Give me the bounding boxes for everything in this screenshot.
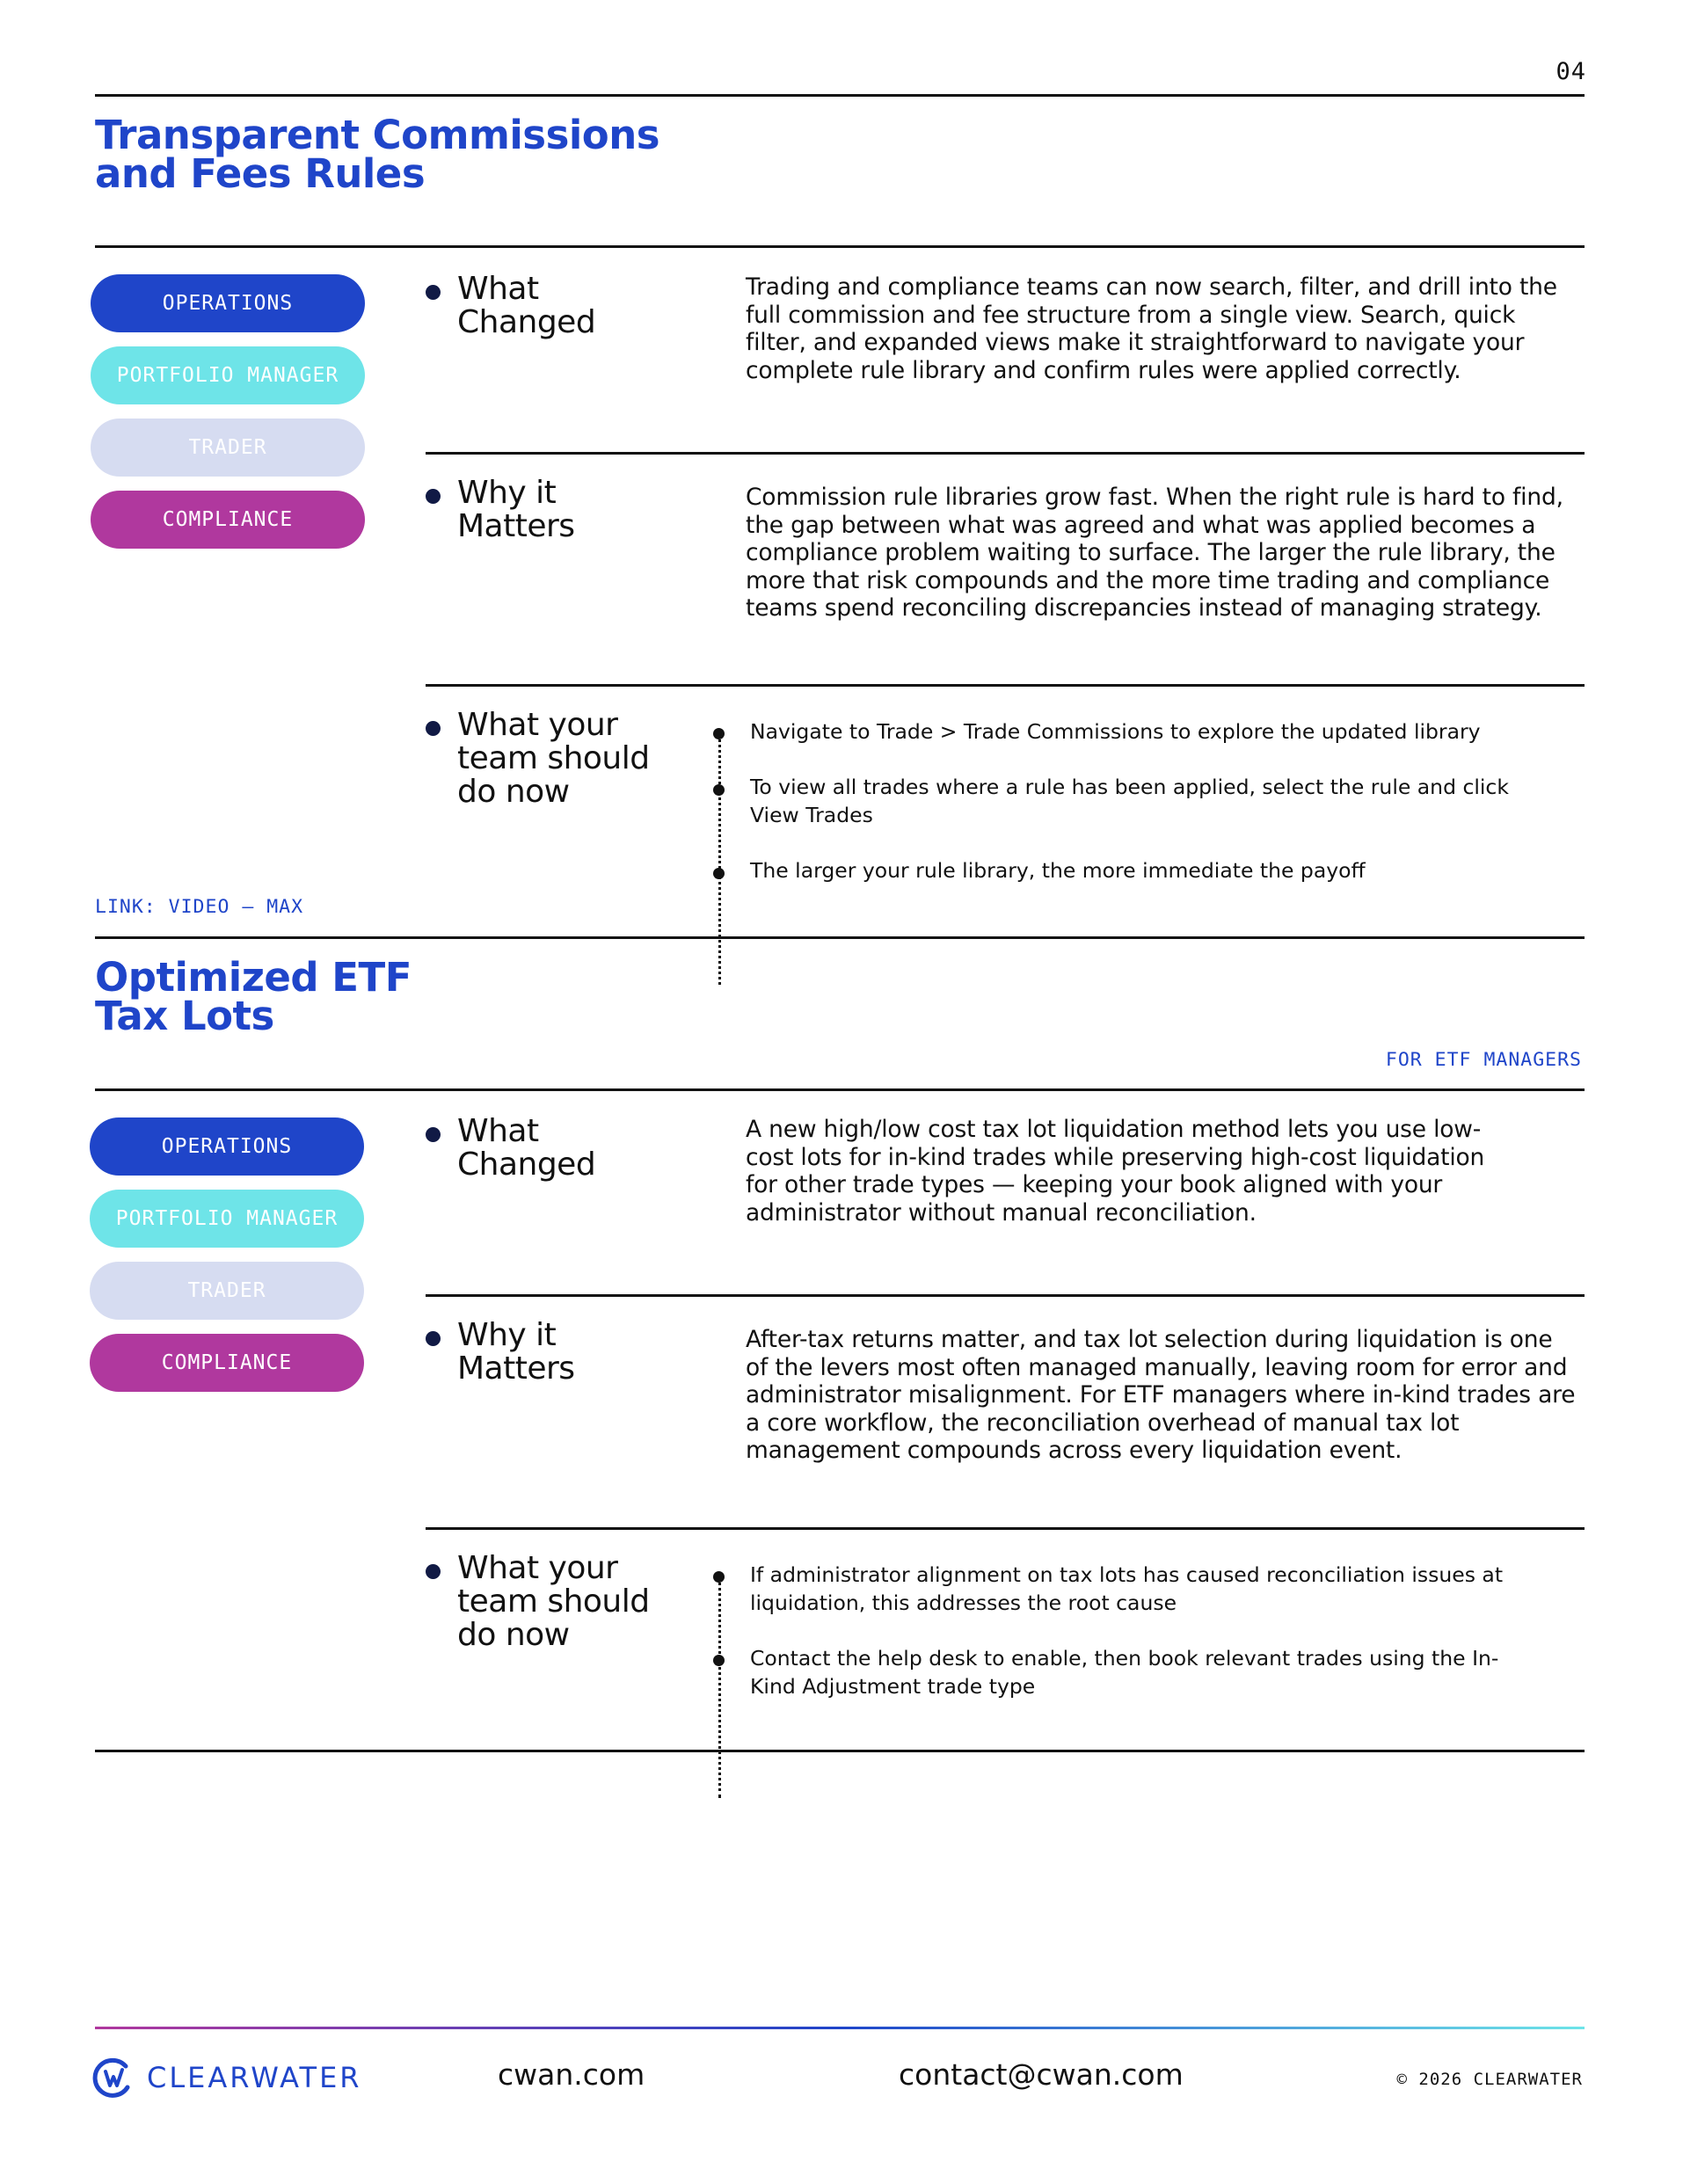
row-heading: What your team should do now [457, 707, 650, 810]
row-body: Commission rule libraries grow fast. When the right rule is hard to find, the gap between what was agreed and what was applied becomes a compliance problem waiting to surface. The larger the rule library, the more that risk compounds and the more time trading and compliance teams spend reconciling discrepancies instead of managing strategy. [746, 484, 1563, 622]
row-divider [426, 1294, 1585, 1297]
audience-note: FOR ETF MANAGERS [1385, 1049, 1582, 1071]
row-heading: What Changed [457, 271, 596, 340]
todo-item: Navigate to Trade > Trade Commissions to explore the updated library [750, 719, 1481, 744]
row-heading: Why it Matters [457, 475, 575, 544]
row-body: After-tax returns matter, and tax lot selection during liquidation is one of the levers most often managed manually, leaving room for error and administrator misalignment. For ETF managers where in-kind trades are a core workflow, the reconciliation overhead of manual tax lot management compounds across every liquidation event. [746, 1326, 1576, 1464]
footer-gradient-rule [95, 2027, 1585, 2029]
tag-compliance[interactable]: COMPLIANCE [91, 491, 365, 549]
tag-operations[interactable]: OPERATIONS [91, 274, 365, 332]
top-rule [95, 94, 1585, 97]
dotted-timeline [718, 733, 721, 985]
tag-list [90, 1117, 364, 1406]
bullet-icon [426, 1331, 441, 1346]
tag-operations[interactable]: OPERATIONS [90, 1117, 364, 1176]
todo-bullet-icon [713, 1571, 725, 1583]
bullet-icon [426, 489, 441, 504]
video-link[interactable]: LINK: VIDEO – MAX [95, 896, 304, 918]
todo-item: Contact the help desk to enable, then book relevant trades using the In-Kind Adjustment trade type [750, 1646, 1499, 1699]
row-body: Trading and compliance teams can now search, filter, and drill into the full commission and fee structure from a single view. Search, quick filter, and expanded views make it straightforward to navigate your complete rule library and confirm rules were applied correctly. [746, 273, 1557, 384]
todo-bullet-icon [713, 784, 725, 796]
dotted-timeline [718, 1576, 721, 1798]
section-rule [95, 245, 1585, 248]
todo-bullet-icon [713, 728, 725, 739]
section-title: Transparent Commissions and Fees Rules [95, 112, 660, 197]
website-link[interactable]: cwan.com [498, 2057, 645, 2092]
row-divider [426, 452, 1585, 455]
row-heading: What Changed [457, 1113, 596, 1183]
bullet-icon [426, 1564, 441, 1579]
tag-list [91, 274, 365, 563]
section-divider [95, 936, 1585, 939]
copyright: © 2026 CLEARWATER [1396, 2070, 1583, 2089]
row-divider [426, 1527, 1585, 1530]
page-number: 04 [1556, 58, 1586, 85]
tag-compliance[interactable]: COMPLIANCE [90, 1334, 364, 1392]
tag-portfolio-manager[interactable]: PORTFOLIO MANAGER [91, 346, 365, 404]
brand-logo[interactable] [91, 2056, 362, 2100]
tag-trader[interactable]: TRADER [90, 1262, 364, 1320]
bullet-icon [426, 721, 441, 736]
todo-bullet-icon [713, 868, 725, 879]
todo-item: If administrator alignment on tax lots has caused reconciliation issues at liquidation, this addresses the root cause [750, 1562, 1504, 1615]
tag-portfolio-manager[interactable]: PORTFOLIO MANAGER [90, 1190, 364, 1248]
row-body: A new high/low cost tax lot liquidation method lets you use low-cost lots for in-kind trades while preserving high-cost liquidation for other trade types — keeping your book aligned with your administrator without manual reconciliation. [746, 1116, 1485, 1227]
todo-item: To view all trades where a rule has been applied, select the rule and click View Trades [750, 775, 1509, 827]
email-link[interactable]: contact@cwan.com [899, 2057, 1184, 2092]
section-title: Optimized ETF Tax Lots [95, 954, 412, 1039]
bullet-icon [426, 285, 441, 300]
row-heading: What your team should do now [457, 1550, 650, 1653]
section-bottom-rule [95, 1750, 1585, 1752]
section-rule [95, 1088, 1585, 1091]
tag-trader[interactable]: TRADER [91, 419, 365, 477]
bullet-icon [426, 1127, 441, 1142]
clearwater-logo-icon [91, 2056, 135, 2100]
todo-bullet-icon [713, 1655, 725, 1666]
brand-name: CLEARWATER [147, 2061, 362, 2094]
row-divider [426, 684, 1585, 687]
todo-item: The larger your rule library, the more immediate the payoff [750, 858, 1366, 883]
row-heading: Why it Matters [457, 1317, 575, 1387]
